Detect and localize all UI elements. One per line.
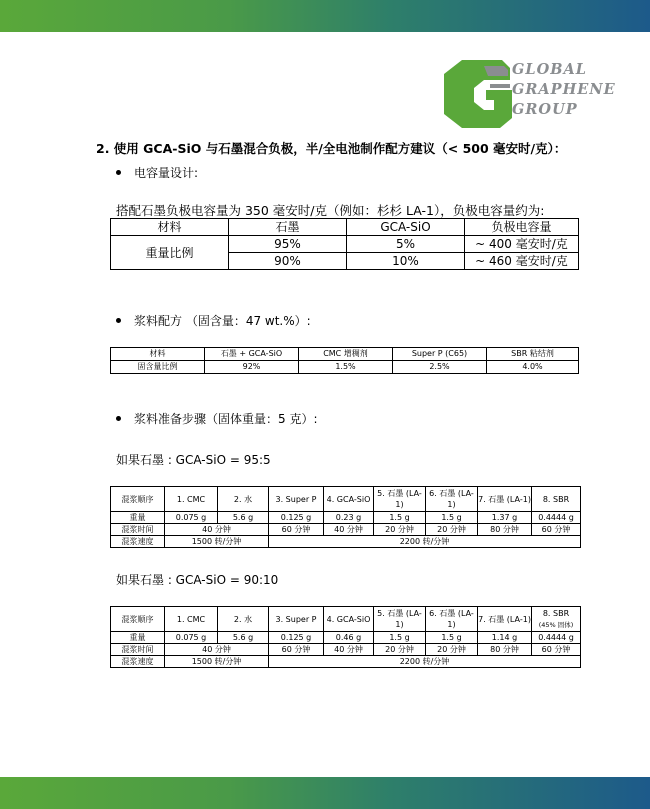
- table-row: [111, 219, 579, 236]
- table-header: 材料: [111, 219, 229, 236]
- table-cell: 40 分钟: [324, 524, 374, 536]
- table-cell: 5.6 g: [218, 632, 269, 644]
- table-header: 石墨: [229, 219, 347, 236]
- logo-wordmark: [512, 60, 647, 120]
- table-cell: 60 分钟: [269, 524, 324, 536]
- table-header: 3. Super P: [269, 487, 324, 512]
- table-cell: 40 分钟: [165, 644, 269, 656]
- table-row: [111, 536, 581, 548]
- table-row: [111, 632, 581, 644]
- table-header: 混浆顺序: [111, 487, 165, 512]
- table-header: Super P (C65): [393, 348, 487, 361]
- table-row: [111, 348, 579, 361]
- sbr-header: 8. SBR: [542, 494, 570, 504]
- table-cell: 1.5 g: [374, 512, 426, 524]
- table-cell: 20 分钟: [374, 644, 426, 656]
- bullet-dot: [116, 318, 121, 323]
- table-cell: 1.14 g: [478, 632, 532, 644]
- table-cell: ~ 400 毫安时/克: [465, 236, 579, 253]
- table-cell: 95%: [229, 236, 347, 253]
- table-header: 1. CMC: [165, 607, 218, 632]
- table-row: [111, 607, 581, 632]
- prep-bullet-text: 浆料准备步骤（固体重量：5 克）:: [134, 412, 318, 426]
- sbr-note: (45% 固体): [538, 620, 574, 629]
- row-label: 混浆速度: [111, 536, 165, 548]
- case-1-label: 如果石墨 : GCA-SiO = 95:5: [116, 453, 271, 467]
- prep-bullet: [116, 410, 318, 427]
- table-header: 2. 水: [218, 607, 269, 632]
- table-header: SBR 粘结剂: [487, 348, 579, 361]
- row-label: 重量: [111, 632, 165, 644]
- table-cell: 20 分钟: [426, 524, 478, 536]
- table-header: 4. GCA-SiO: [324, 607, 374, 632]
- prep-table-1: [110, 486, 581, 548]
- table-cell: 1.5 g: [374, 632, 426, 644]
- table-header: 石墨 + GCA-SiO: [205, 348, 299, 361]
- section-heading: 2. 使用 GCA-SiO 与石墨混合负极，半/全电池制作配方建议（< 500 毫安时/克）：: [96, 141, 567, 156]
- row-label: 混浆速度: [111, 656, 165, 668]
- table-cell: 1.5 g: [426, 512, 478, 524]
- table-header: 混浆顺序: [111, 607, 165, 632]
- table-cell: 1.37 g: [478, 512, 532, 524]
- table-cell: 0.23 g: [324, 512, 374, 524]
- table-cell: 20 分钟: [426, 644, 478, 656]
- table-cell: 0.4444 g: [532, 632, 581, 644]
- slurry-bullet-text: 浆料配方 （固含量：47 wt.%）:: [134, 314, 311, 328]
- table-cell: 0.075 g: [165, 512, 218, 524]
- table-cell: 20 分钟: [374, 524, 426, 536]
- table-row: [111, 236, 579, 253]
- table-header: 4. GCA-SiO: [324, 487, 374, 512]
- table-cell: 5%: [347, 236, 465, 253]
- capacity-bullet-text: 电容量设计:: [134, 166, 199, 180]
- table-cell: 2200 转/分钟: [269, 536, 581, 548]
- table-cell: 60 分钟: [532, 644, 581, 656]
- row-label: 固含量比例: [111, 361, 205, 374]
- table-header: [532, 607, 581, 632]
- table-header: 6. 石墨 (LA-1): [426, 607, 478, 632]
- table-header: GCA-SiO: [347, 219, 465, 236]
- table-header: [532, 487, 581, 512]
- table-cell: ~ 460 毫安时/克: [465, 253, 579, 270]
- table-row: [111, 361, 579, 374]
- table-cell: 40 分钟: [324, 644, 374, 656]
- table-cell: 4.0%: [487, 361, 579, 374]
- table-cell: 80 分钟: [478, 644, 532, 656]
- table-cell: 0.46 g: [324, 632, 374, 644]
- row-label: 重量: [111, 512, 165, 524]
- capacity-note: 搭配石墨负极电容量为 350 毫安时/克（例如：杉杉 LA-1），负极电容量约为:: [116, 203, 545, 218]
- table-cell: 0.125 g: [269, 632, 324, 644]
- table-header: 7. 石墨 (LA-1): [478, 487, 532, 512]
- table-cell: 1.5 g: [426, 632, 478, 644]
- bullet-dot: [116, 416, 121, 421]
- table-header: 负极电容量: [465, 219, 579, 236]
- logo-line-3: GROUP: [512, 101, 578, 118]
- logo-line-2: GRAPHENE: [512, 81, 616, 98]
- table-cell: 60 分钟: [532, 524, 581, 536]
- case-2-label: 如果石墨 : GCA-SiO = 90:10: [116, 573, 279, 587]
- row-label: 混浆时间: [111, 524, 165, 536]
- prep-table-2: [110, 606, 581, 668]
- table-row: [111, 644, 581, 656]
- row-label: 混浆时间: [111, 644, 165, 656]
- capacity-bullet: [116, 164, 198, 181]
- table-cell: 92%: [205, 361, 299, 374]
- bullet-dot: [116, 170, 121, 175]
- table-cell: 1.5%: [299, 361, 393, 374]
- capacity-table: [110, 218, 579, 270]
- table-header: 材料: [111, 348, 205, 361]
- top-gradient-band: [0, 0, 650, 32]
- sbr-header: 8. SBR: [542, 608, 570, 618]
- logo-line-1: GLOBAL: [512, 61, 587, 78]
- bottom-gradient-band: [0, 777, 650, 809]
- table-header: CMC 增稠剂: [299, 348, 393, 361]
- row-label: 重量比例: [111, 236, 229, 270]
- table-cell: 1500 转/分钟: [165, 656, 269, 668]
- table-cell: 0.4444 g: [532, 512, 581, 524]
- table-row: [111, 656, 581, 668]
- table-header: 5. 石墨 (LA-1): [374, 487, 426, 512]
- table-row: [111, 512, 581, 524]
- table-cell: 80 分钟: [478, 524, 532, 536]
- table-header: 7. 石墨 (LA-1): [478, 607, 532, 632]
- slurry-table: [110, 347, 579, 374]
- table-cell: 90%: [229, 253, 347, 270]
- table-cell: 60 分钟: [269, 644, 324, 656]
- table-header: 3. Super P: [269, 607, 324, 632]
- table-cell: 40 分钟: [165, 524, 269, 536]
- table-cell: 10%: [347, 253, 465, 270]
- table-header: 5. 石墨 (LA-1): [374, 607, 426, 632]
- table-cell: 0.125 g: [269, 512, 324, 524]
- table-header: 6. 石墨 (LA-1): [426, 487, 478, 512]
- table-cell: 0.075 g: [165, 632, 218, 644]
- table-header: 1. CMC: [165, 487, 218, 512]
- table-row: [111, 524, 581, 536]
- table-cell: 1500 转/分钟: [165, 536, 269, 548]
- slurry-bullet: [116, 312, 311, 329]
- table-cell: 5.6 g: [218, 512, 269, 524]
- table-header: 2. 水: [218, 487, 269, 512]
- table-cell: 2200 转/分钟: [269, 656, 581, 668]
- table-cell: 2.5%: [393, 361, 487, 374]
- table-row: [111, 487, 581, 512]
